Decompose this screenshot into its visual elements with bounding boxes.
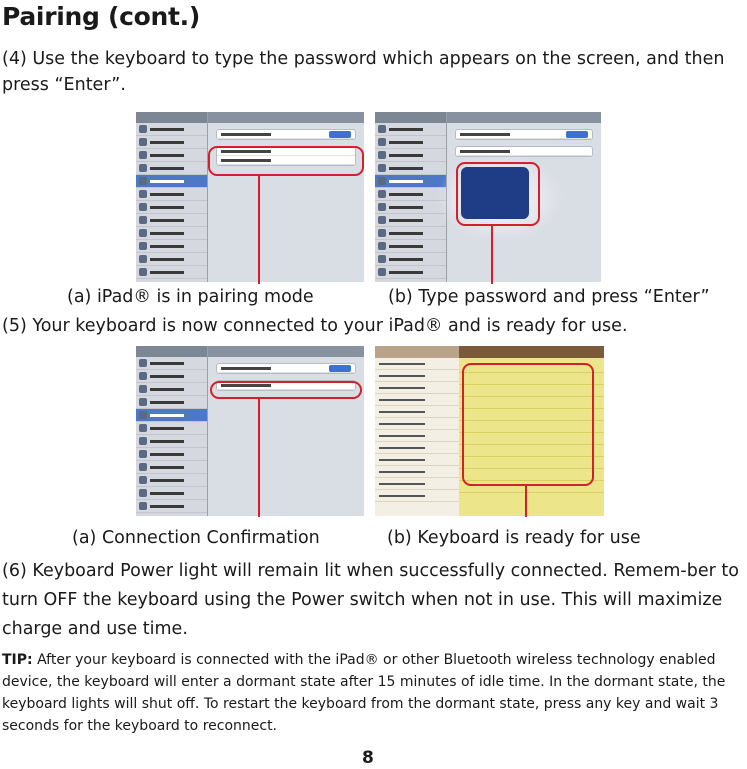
settings-sidebar (136, 112, 208, 282)
highlight-ring (462, 363, 594, 486)
pointer-line (525, 486, 527, 517)
step-5-text: (5) Your keyboard is now connected to your iPad® and is ready for use. (2, 316, 628, 336)
settings-sidebar (136, 346, 208, 516)
pointer-line (258, 176, 260, 284)
highlight-ring (210, 381, 362, 399)
step-4-text: (4) Use the keyboard to type the password which appears on the screen, and then press “Enter”. (2, 49, 725, 95)
caption-keyboard-ready: (b) Keyboard is ready for use (387, 528, 641, 548)
tip-label: TIP: (2, 652, 33, 668)
tip-text: After your keyboard is connected with the iPad® or other Bluetooth wireless technology enabled device, the keyboard will enter a dormant state after 15 minutes of idle time. In the dormant state, the keyboard lights will shut off. To restart the keyboard from the dormant state, press any key and wait 3 seconds for the keyboard to reconnect. (2, 652, 726, 734)
pointer-line (258, 399, 260, 517)
page-title: Pairing (cont.) (2, 2, 200, 31)
highlight-ring (208, 146, 364, 176)
page-number: 8 (362, 748, 374, 768)
caption-type-password: (b) Type password and press “Enter” (388, 287, 710, 307)
notes-list (375, 346, 459, 516)
screenshot-connection-confirmation (136, 346, 364, 516)
bluetooth-settings-panel (208, 112, 364, 282)
bluetooth-settings-panel (208, 346, 364, 516)
screenshot-pairing-mode (136, 112, 364, 282)
highlight-ring (456, 162, 540, 226)
caption-connection-confirmation: (a) Connection Confirmation (72, 528, 320, 548)
step-6-text: (6) Keyboard Power light will remain lit when successfully connected. Remem-ber to turn OFF the keyboard using the Power switch when not in use. This will maximize charge and use time. (2, 561, 739, 639)
caption-pairing-mode: (a) iPad® is in pairing mode (67, 287, 314, 307)
pointer-line (491, 226, 493, 284)
tip-paragraph (2, 649, 747, 737)
